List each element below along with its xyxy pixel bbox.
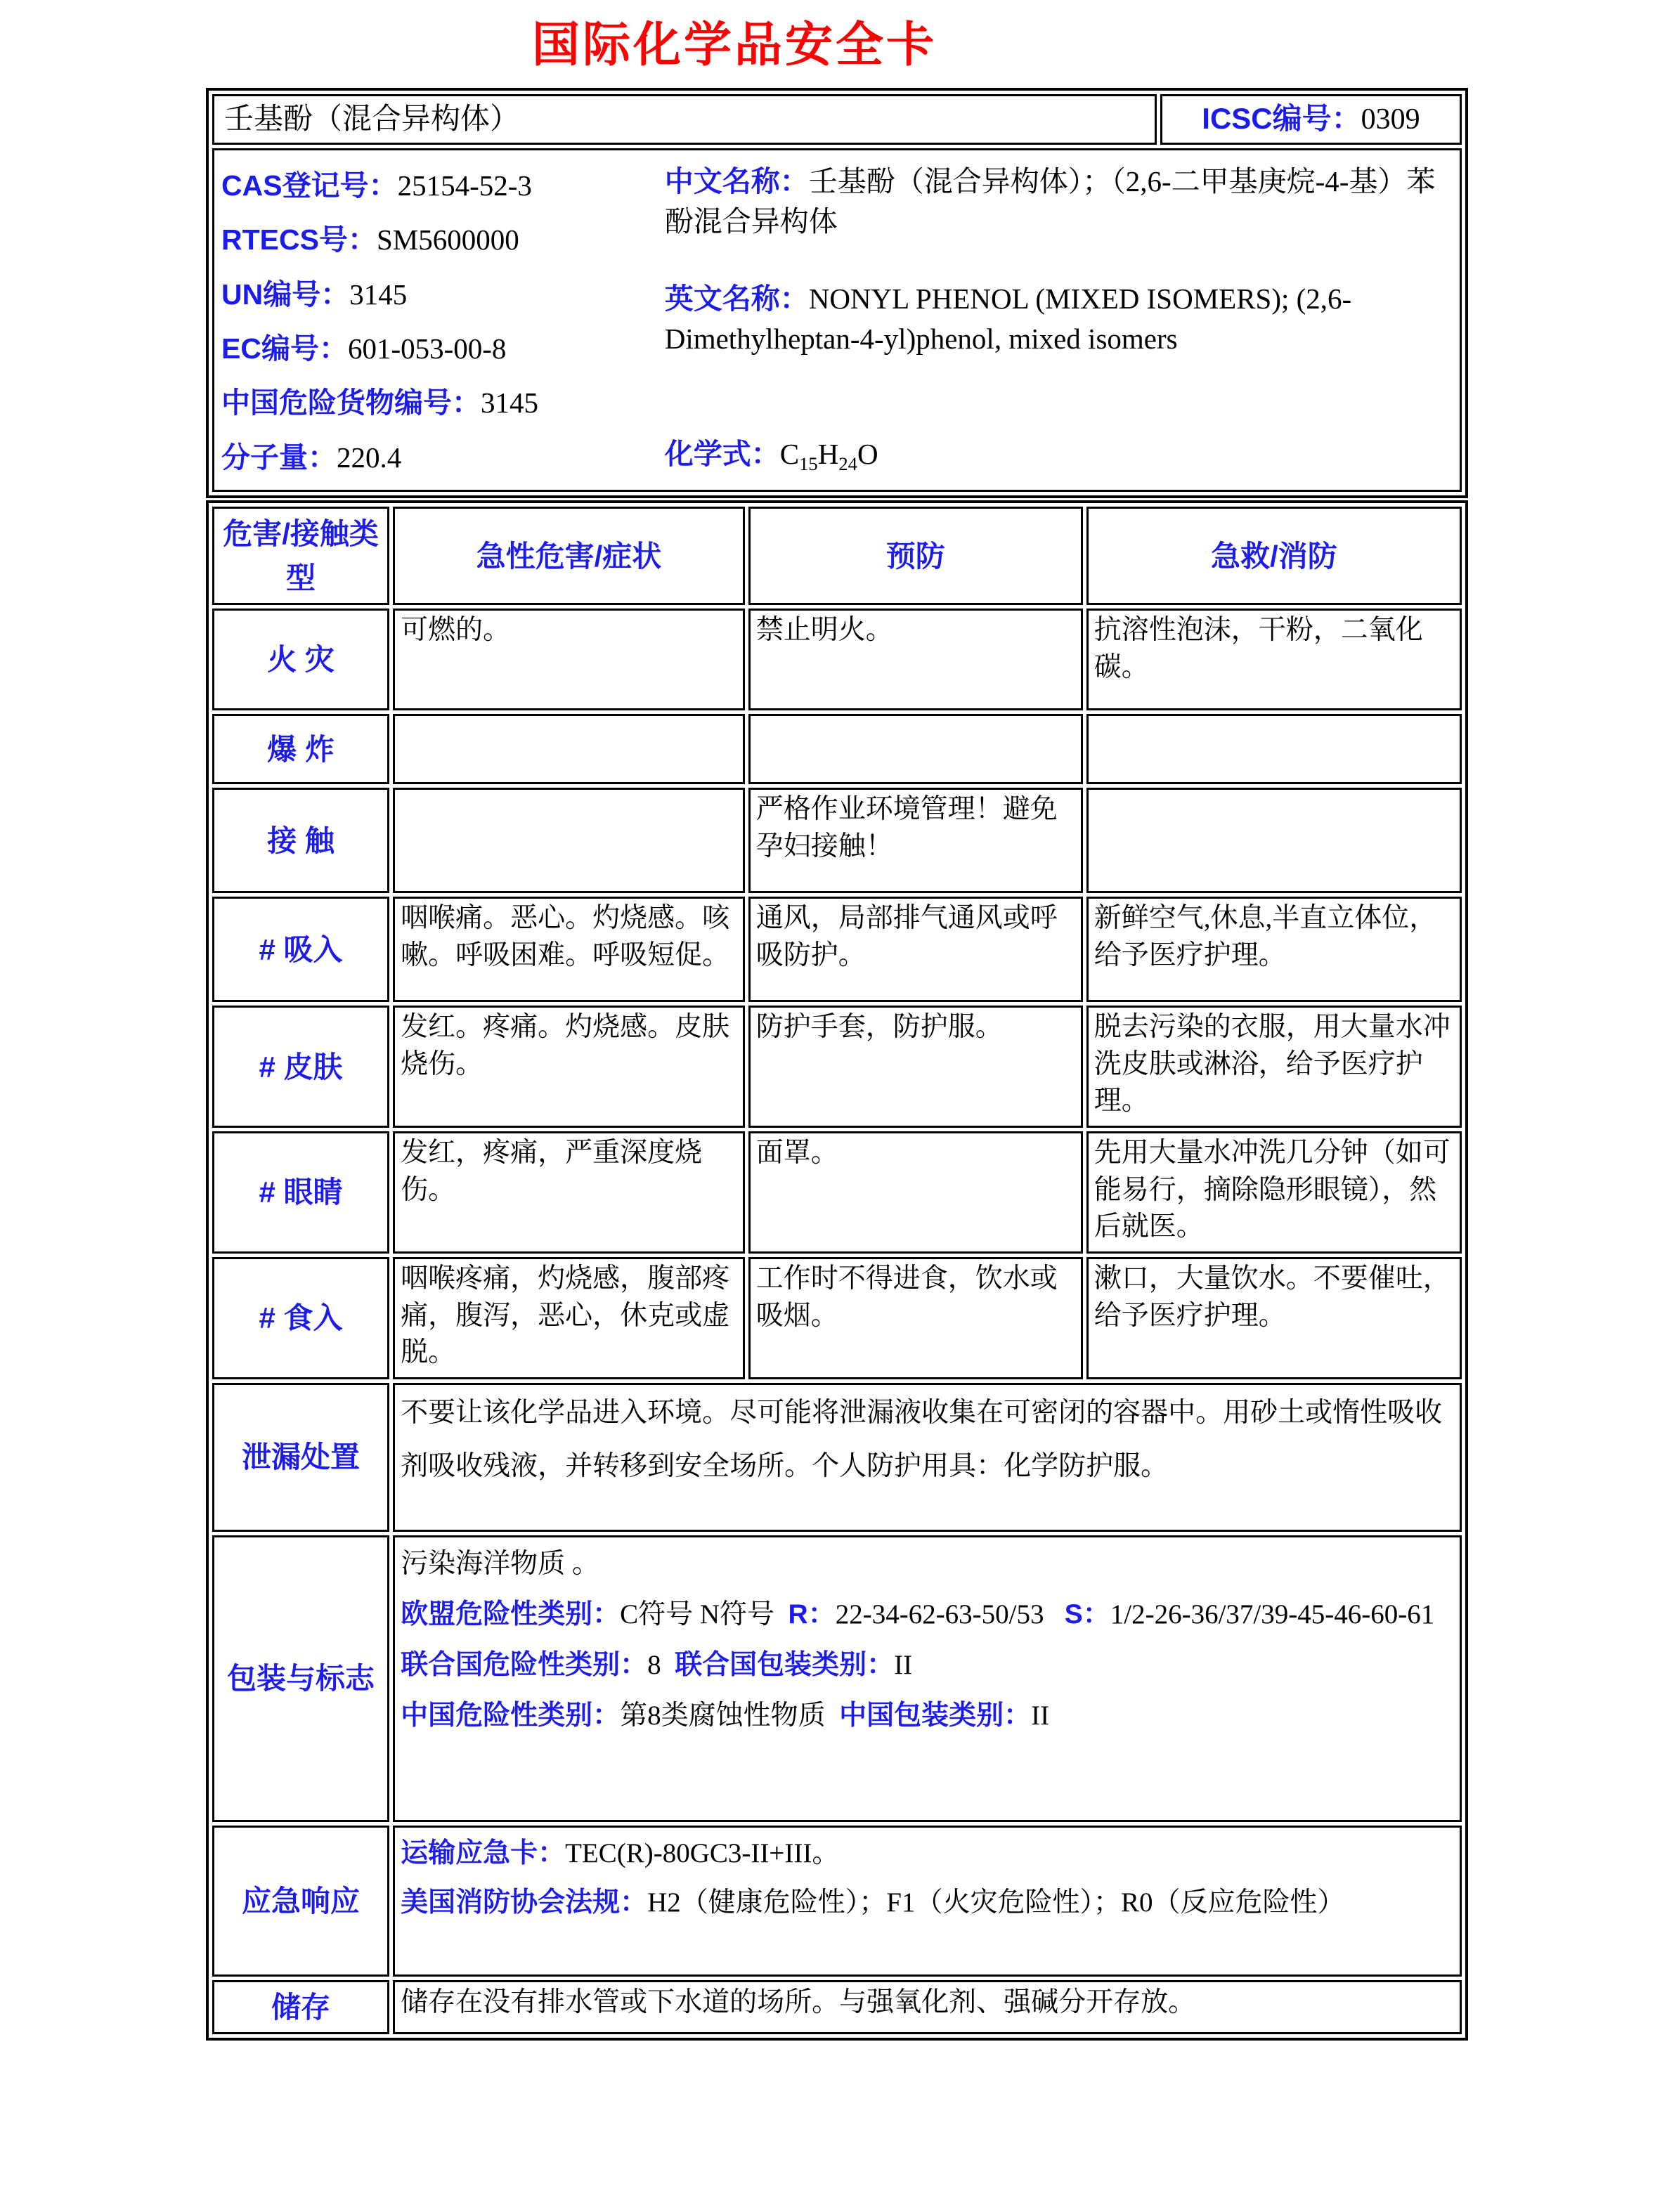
emergency-text-cell xyxy=(393,1826,1462,1977)
row-label-eyes: # 眼睛 xyxy=(212,1131,389,1254)
inhalation-symptoms-cell: 咽喉痛。恶心。灼烧感。咳嗽。呼吸困难。呼吸短促。 xyxy=(393,897,745,1002)
spacer-text xyxy=(826,1700,840,1731)
ec-number-line xyxy=(221,330,665,368)
column-header-firstaid: 急救/消防 xyxy=(1086,507,1462,605)
row-label-emergency: 应急响应 xyxy=(212,1826,389,1977)
icsc-card xyxy=(206,88,1468,2041)
cn-class-value: 第8类腐蚀性物质 xyxy=(620,1700,826,1731)
column-header-prevention: 预防 xyxy=(748,507,1083,605)
hazard-table xyxy=(206,500,1468,2041)
explosion-prevention-cell xyxy=(748,714,1083,784)
eyes-row xyxy=(212,1131,1462,1254)
molecular-weight-line xyxy=(221,438,665,477)
transport-card-value: TEC(R)-80GC3-II+III。 xyxy=(565,1837,840,1868)
rtecs-number-line xyxy=(221,221,665,259)
formula-h-subscript: 24 xyxy=(838,453,857,475)
fire-symptoms-cell: 可燃的。 xyxy=(393,609,745,710)
cn-class-label: 中国危险性类别： xyxy=(401,1700,621,1731)
ingestion-row xyxy=(212,1257,1462,1379)
row-label-inhalation: # 吸入 xyxy=(212,897,389,1002)
column-header-symptoms: 急性危害/症状 xyxy=(393,507,745,605)
english-name-label: 英文名称： xyxy=(664,282,809,315)
formula-c: C xyxy=(779,437,800,470)
eyes-prevention-cell: 面罩。 xyxy=(748,1131,1083,1254)
icsc-number-cell xyxy=(1160,94,1462,145)
substance-name: 壬基酚（混合异构体） xyxy=(212,94,1157,145)
row-label-ingestion: # 食入 xyxy=(212,1257,389,1379)
inhalation-row xyxy=(212,897,1462,1002)
spacer-text xyxy=(1044,1599,1065,1629)
header-info-table xyxy=(206,88,1468,498)
skin-symptoms-cell: 发红。疼痛。灼烧感。皮肤烧伤。 xyxy=(393,1006,745,1128)
nfpa-line xyxy=(401,1878,1454,1927)
emergency-row xyxy=(212,1826,1462,1977)
china-dg-label: 中国危险货物编号： xyxy=(221,386,481,419)
row-label-fire: 火 灾 xyxy=(212,609,389,710)
china-dg-value: 3145 xyxy=(481,386,538,419)
un-pack-label: 联合国包装类别： xyxy=(675,1650,895,1681)
spill-row xyxy=(212,1383,1462,1532)
formula-label: 化学式： xyxy=(664,437,780,470)
un-label: UN编号： xyxy=(221,278,350,311)
rtecs-value: SM5600000 xyxy=(376,223,519,256)
un-class-value: 8 xyxy=(647,1650,661,1681)
transport-card-label: 运输应急卡： xyxy=(401,1837,566,1868)
eu-classification-line xyxy=(401,1589,1454,1640)
inhalation-prevention-cell: 通风，局部排气通风或呼吸防护。 xyxy=(748,897,1083,1002)
r-phrases-value: 22-34-62-63-50/53 xyxy=(835,1599,1044,1629)
molecular-weight-label: 分子量： xyxy=(221,441,337,474)
formula-h: H xyxy=(817,437,839,470)
column-header-hazard-type: 危害/接触类型 xyxy=(212,507,389,605)
chinese-name-value: 壬基酚（混合异构体）；（2,6-二甲基庚烷-4-基）苯酚混合异构体 xyxy=(664,165,1436,238)
identity-grid xyxy=(221,159,1453,481)
row-label-exposure: 接 触 xyxy=(212,788,389,893)
exposure-row xyxy=(212,788,1462,893)
chemical-formula-line xyxy=(665,435,1453,477)
inhalation-response-cell: 新鲜空气,休息,半直立体位，给予医疗护理。 xyxy=(1086,897,1462,1002)
cas-value: 25154-52-3 xyxy=(397,169,532,202)
identity-cell xyxy=(212,148,1462,492)
row-label-spill: 泄漏处置 xyxy=(212,1383,389,1532)
cas-number-line xyxy=(221,167,665,205)
names-column xyxy=(665,159,1453,481)
exposure-symptoms-cell xyxy=(393,788,745,893)
icsc-number: 0309 xyxy=(1361,103,1420,136)
eyes-symptoms-cell: 发红，疼痛，严重深度烧伤。 xyxy=(393,1131,745,1254)
formula-o: O xyxy=(857,437,878,470)
storage-text-cell: 储存在没有排水管或下水道的场所。与强氧化剂、强碱分开存放。 xyxy=(393,1980,1462,2034)
eu-class-label: 欧盟危险性类别： xyxy=(401,1599,621,1629)
spacer-text xyxy=(774,1599,788,1629)
skin-response-cell: 脱去污染的衣服，用大量水冲洗皮肤或淋浴，给予医疗护理。 xyxy=(1086,1006,1462,1128)
explosion-row xyxy=(212,714,1462,784)
exposure-prevention-cell: 严格作业环境管理！避免孕妇接触！ xyxy=(748,788,1083,893)
un-number-line xyxy=(221,275,665,314)
s-phrases-label: S： xyxy=(1064,1599,1110,1629)
icsc-label: ICSC编号： xyxy=(1202,102,1361,136)
eu-class-value: C符号 N符号 xyxy=(620,1599,775,1629)
chinese-name-paragraph xyxy=(665,162,1453,242)
skin-row xyxy=(212,1006,1462,1128)
explosion-response-cell xyxy=(1086,714,1462,784)
row-label-skin: # 皮肤 xyxy=(212,1006,389,1128)
molecular-weight-value: 220.4 xyxy=(337,441,402,474)
spacer-text xyxy=(661,1650,675,1680)
english-name-paragraph xyxy=(665,279,1453,360)
registry-ids-column xyxy=(221,159,665,481)
fire-response-cell: 抗溶性泡沫，干粉，二氧化碳。 xyxy=(1086,609,1462,710)
un-class-label: 联合国危险性类别： xyxy=(401,1650,648,1681)
eyes-response-cell: 先用大量水冲洗几分钟（如可能易行，摘除隐形眼镜），然后就医。 xyxy=(1086,1131,1462,1254)
explosion-symptoms-cell xyxy=(393,714,745,784)
r-phrases-label: R： xyxy=(788,1599,836,1629)
ingestion-symptoms-cell: 咽喉疼痛，灼烧感，腹部疼痛，腹泻，恶心，休克或虚脱。 xyxy=(393,1257,745,1379)
page-title: 国际化学品安全卡 xyxy=(531,18,937,72)
marine-pollutant-line: 污染海洋物质 。 xyxy=(401,1548,599,1579)
storage-row xyxy=(212,1980,1462,2034)
spill-text-cell: 不要让该化学品进入环境。尽可能将泄漏液收集在可密闭的容器中。用砂土或惰性吸收剂吸收残液，并转移到安全场所。个人防护用具：化学防护服。 xyxy=(393,1383,1462,1532)
packaging-row xyxy=(212,1535,1462,1822)
cn-classification-line xyxy=(401,1691,1454,1741)
nfpa-label: 美国消防协会法规： xyxy=(401,1887,648,1918)
cn-pack-value: II xyxy=(1031,1700,1050,1731)
cn-pack-label: 中国包装类别： xyxy=(839,1700,1032,1731)
ec-label: EC编号： xyxy=(221,332,348,365)
packaging-text-cell xyxy=(393,1535,1462,1822)
skin-prevention-cell: 防护手套，防护服。 xyxy=(748,1006,1083,1128)
cas-label: CAS登记号： xyxy=(221,169,398,202)
row-label-packaging: 包装与标志 xyxy=(212,1535,389,1822)
formula-c-subscript: 15 xyxy=(799,453,818,475)
ec-value: 601-053-00-8 xyxy=(347,332,507,365)
row-label-explosion: 爆 炸 xyxy=(212,714,389,784)
transport-card-line xyxy=(401,1829,1454,1878)
identity-row xyxy=(212,148,1462,492)
nfpa-value: H2（健康危险性）；F1（火灾危险性）；R0（反应危险性） xyxy=(647,1887,1345,1918)
fire-row xyxy=(212,609,1462,710)
english-name-value: NONYL PHENOL (MIXED ISOMERS); (2,6-Dimethylheptan-4-yl)phenol, mixed isomers xyxy=(664,282,1352,356)
substance-title-row xyxy=(212,94,1462,145)
ingestion-prevention-cell: 工作时不得进食，饮水或吸烟。 xyxy=(748,1257,1083,1379)
chinese-name-label: 中文名称： xyxy=(664,165,809,197)
un-classification-line xyxy=(401,1640,1454,1691)
hazard-header-row xyxy=(212,507,1462,605)
rtecs-label: RTECS号： xyxy=(221,223,377,256)
un-value: 3145 xyxy=(349,278,408,311)
spacer xyxy=(665,360,1453,435)
china-dg-number-line xyxy=(221,384,665,422)
ingestion-response-cell: 漱口，大量饮水。不要催吐，给予医疗护理。 xyxy=(1086,1257,1462,1379)
un-pack-value: II xyxy=(894,1650,913,1681)
row-label-storage: 储存 xyxy=(212,1980,389,2034)
s-phrases-value: 1/2-26-36/37/39-45-46-60-61 xyxy=(1110,1599,1435,1629)
fire-prevention-cell: 禁止明火。 xyxy=(748,609,1083,710)
exposure-response-cell xyxy=(1086,788,1462,893)
